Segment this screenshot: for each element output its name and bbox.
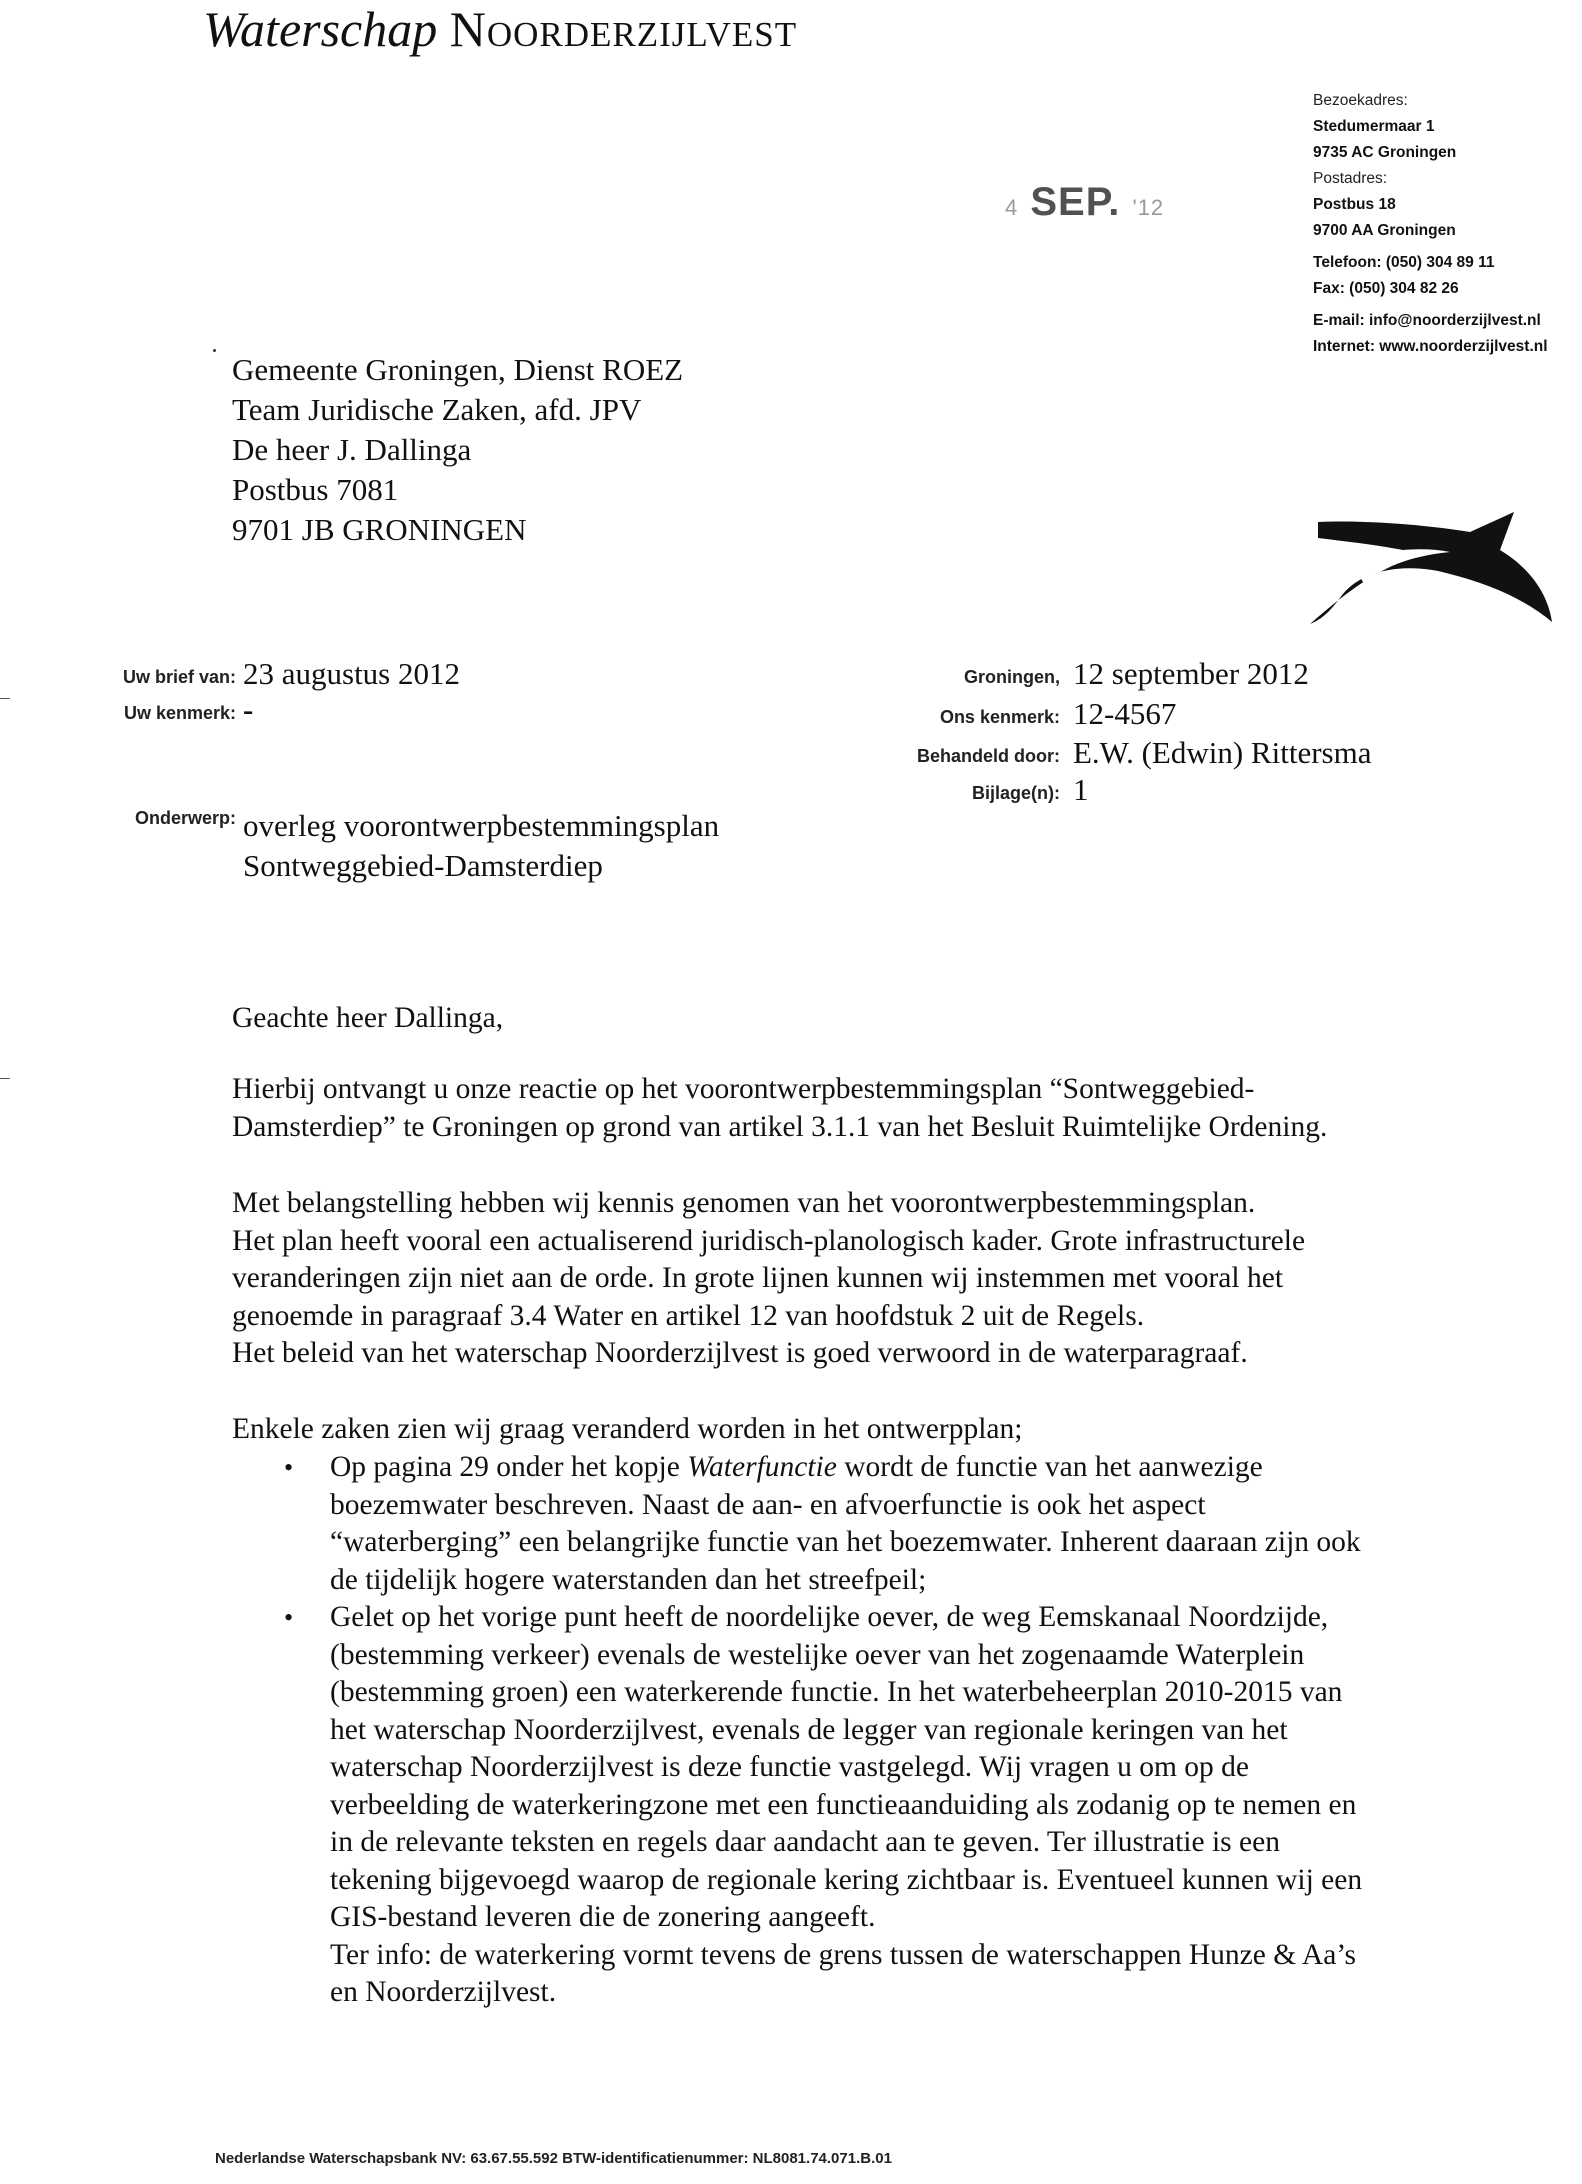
postal-box: Postbus 18 — [1313, 196, 1396, 213]
address-line: De heer J. Dallinga — [232, 432, 472, 467]
margin-mark — [0, 698, 10, 699]
paragraph-requests-intro — [232, 1411, 1532, 1449]
handled-by-label: Behandeld door: — [917, 746, 1060, 766]
address-line: Team Juridische Zaken, afd. JPV — [232, 392, 642, 427]
contact-block — [1313, 88, 1573, 360]
logo-word-noorderzijlvest: Noorderzijlvest — [449, 1, 798, 57]
margin-mark — [0, 1078, 10, 1079]
body-line: Het plan heeft vooral een actualiserend juridisch-planologisch kader. Grote infrastructurele — [232, 1224, 1306, 1257]
emphasized-term: Waterfunctie — [687, 1451, 837, 1483]
your-letter-label: Uw brief van: — [122, 667, 236, 687]
attachments-label: Bijlage(n): — [972, 783, 1060, 803]
recipient-address — [232, 350, 683, 550]
body-line: boezemwater beschreven. Naast de aan- en afvoerfunctie is ook het aspect — [330, 1488, 1206, 1521]
body-line: (bestemming verkeer) evenals de westelijke oever van het zogenaamde Waterplein — [330, 1638, 1305, 1671]
fax-number: Fax: (050) 304 82 26 — [1313, 280, 1459, 297]
request-list — [284, 1449, 1480, 2012]
body-line: verbeelding de waterkeringzone met een functieaanduiding als zodanig op te nemen en — [330, 1788, 1357, 1821]
body-line: GIS-bestand leveren die de zonering aangeeft. — [330, 1901, 876, 1933]
body-line: Gelet op het vorige punt heeft de noordelijke oever, de weg Eemskanaal Noordzijde, — [330, 1601, 1329, 1633]
list-item — [284, 1599, 1480, 2012]
address-line: Postbus 7081 — [232, 472, 399, 507]
body-line: veranderingen zijn niet aan de orde. In grote lijnen kunnen wij instemmen met vooral het — [232, 1262, 1284, 1294]
subject-label: Onderwerp: — [134, 808, 236, 828]
body-line: tekening bijgevoegd waarop de regionale kering zichtbaar is. Eventueel kunnen wij een — [330, 1863, 1363, 1896]
body-line: “waterberging” een belangrijke functie van het boezemwater. Inherent daaraan zijn ook — [330, 1526, 1361, 1558]
bullet-icon: • — [284, 1603, 294, 1632]
paragraph-assessment — [232, 1185, 1532, 1373]
visit-street: Stedumermaar 1 — [1313, 118, 1435, 135]
salutation-text: Geachte heer Dallinga, — [232, 1002, 504, 1034]
bullet-icon: • — [284, 1453, 294, 1482]
body-line: waterschap Noorderzijlvest is deze functie vastgelegd. Wij vragen u om op de — [330, 1751, 1250, 1783]
body-line: Hierbij ontvangt u onze reactie op het voorontwerpbestemmingsplan “Sontweggebied- — [232, 1073, 1255, 1105]
body-text: Op pagina 29 onder het kopje — [330, 1451, 688, 1483]
logo-word-waterschap: Waterschap — [203, 1, 438, 57]
subject-line-2: Sontweggebied-Damsterdiep — [243, 848, 603, 883]
stamp-suffix: '12 — [1132, 195, 1165, 220]
body-line: (bestemming groen) een waterkerende functie. In het waterbeheerplan 2010-2015 van — [330, 1676, 1343, 1708]
your-reference-label: Uw kenmerk: — [123, 703, 236, 723]
address-line: Gemeente Groningen, Dienst ROEZ — [232, 352, 684, 387]
website-address: Internet: www.noorderzijlvest.nl — [1313, 338, 1548, 355]
body-line: Het beleid van het waterschap Noorderzijlvest is goed verwoord in de waterparagraaf. — [232, 1337, 1248, 1369]
paragraph-intro — [232, 1071, 1532, 1146]
your-reference-value: - — [243, 692, 254, 727]
bank-vat-footer: Nederlandse Waterschapsbank NV: 63.67.55.592 BTW-identificatienummer: NL8081.74.071.B.01 — [215, 2150, 892, 2167]
body-line: Enkele zaken zien wij graag veranderd worden in het ontwerpplan; — [232, 1413, 1023, 1445]
postal-address-label: Postadres: — [1313, 170, 1388, 187]
handled-by-value: E.W. (Edwin) Rittersma — [1073, 735, 1372, 770]
address-line: 9701 JB GRONINGEN — [232, 512, 527, 547]
salutation — [232, 1000, 1532, 1038]
received-date-stamp — [1005, 180, 1164, 225]
list-item — [284, 1449, 1480, 1599]
your-letter-date: 23 augustus 2012 — [243, 656, 460, 691]
email-address: E-mail: info@noorderzijlvest.nl — [1313, 312, 1541, 329]
place-label: Groningen, — [964, 667, 1060, 687]
visit-address-label: Bezoekadres: — [1313, 92, 1408, 109]
fold-mark — [213, 349, 216, 352]
attachments-value: 1 — [1073, 772, 1089, 807]
body-line: genoemde in paragraaf 3.4 Water en artikel 12 van hoofdstuk 2 uit de Regels. — [232, 1299, 1145, 1332]
postal-city: 9700 AA Groningen — [1313, 222, 1456, 239]
body-line: Met belangstelling hebben wij kennis genomen van het voorontwerpbestemmingsplan. — [232, 1187, 1256, 1219]
letter-date: 12 september 2012 — [1073, 656, 1309, 691]
stamp-month: SEP. — [1030, 180, 1121, 224]
body-line: in de relevante teksten en regels daar aandacht aan te geven. Ter illustratie is een — [330, 1826, 1280, 1858]
our-reference-label: Ons kenmerk: — [939, 707, 1060, 727]
body-line: Damsterdiep” te Groningen op grond van artikel 3.1.1 van het Besluit Ruimtelijke Ordening. — [232, 1110, 1328, 1143]
body-text: wordt de functie van het aanwezige — [836, 1451, 1263, 1483]
our-reference-value: 12-4567 — [1073, 696, 1177, 731]
organization-logo — [203, 2, 797, 57]
waterschap-emblem-icon — [1300, 502, 1560, 632]
body-line: en Noorderzijlvest. — [330, 1976, 557, 2008]
visit-city: 9735 AC Groningen — [1313, 144, 1457, 161]
body-line: de tijdelijk hogere waterstanden dan het streefpeil; — [330, 1563, 927, 1596]
subject-line-1: overleg voorontwerpbestemmingsplan — [243, 808, 720, 843]
body-line: Ter info: de waterkering vormt tevens de grens tussen de waterschappen Hunze & Aa’s — [330, 1938, 1357, 1971]
stamp-prefix: 4 — [1005, 195, 1019, 220]
phone-number: Telefoon: (050) 304 89 11 — [1313, 254, 1495, 271]
body-line: het waterschap Noorderzijlvest, evenals de legger van regionale keringen van het — [330, 1713, 1288, 1746]
